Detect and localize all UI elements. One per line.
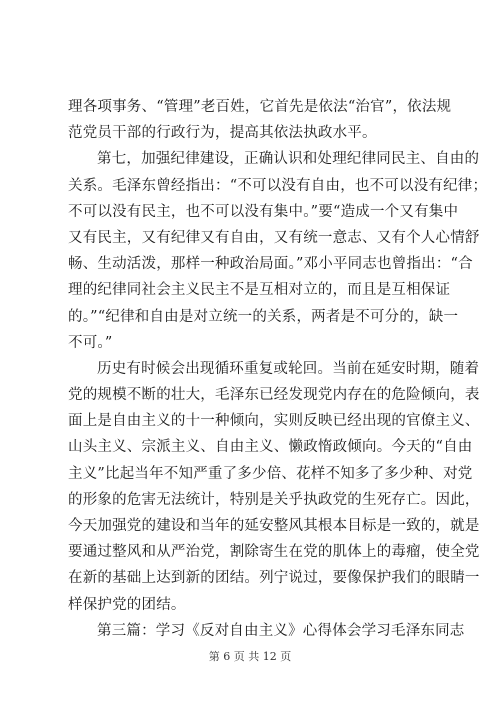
text-line: 又有民主，又有纪律又有自由，又有统一意志、又有个人心情舒	[68, 229, 480, 246]
text-line: 范党员干部的行政行为，提高其依法执政水平。	[68, 125, 377, 142]
text-line: 理各项事务、“管理”老百姓，它首先是依法“治官”，依法规	[68, 99, 452, 115]
text-line: 的。”“纪律和自由是对立统一的关系，两者是不可分的，缺一	[68, 308, 459, 325]
text-line: 在新的基础上达到新的团结。列宁说过，要像保护我们的眼睛一	[68, 570, 480, 587]
text-line: 第三篇：学习《反对自由主义》心得体会学习毛泽东同志	[97, 622, 465, 639]
text-line: 山头主义、宗派主义、自由主义、懒政惰政倾向。今天的“自由	[68, 439, 473, 456]
text-line: 面上是自由主义的十一种倾向，实则反映已经出现的官僚主义、	[68, 413, 480, 430]
text-line: 第七，加强纪律建设，正确认识和处理纪律同民主、自由的	[97, 151, 480, 168]
text-line: 党的规模不断的壮大，毛泽东已经发现党内存在的危险倾向，表	[68, 387, 480, 404]
text-line: 理的纪律同社会主义民主不是互相对立的，而且是互相保证	[68, 282, 451, 299]
text-line: 样保护党的团结。	[68, 596, 186, 613]
text-line: 不可。”	[68, 334, 113, 351]
document-body	[68, 94, 488, 644]
text-line: 关系。毛泽东曾经指出：“不可以没有自由，也不可以没有纪律；	[68, 177, 488, 194]
text-line: 主义”比起当年不知严重了多少倍、花样不知多了多少种、对党	[68, 465, 473, 482]
text-line: 历史有时候会出现循环重复或轮回。当前在延安时期，随着	[97, 360, 480, 377]
text-line: 畅、生动活泼，那样一种政治局面。”邓小平同志也曾指出：“合	[68, 256, 473, 273]
page-footer: 第 6 页 共 12 页	[208, 650, 292, 663]
text-line: 要通过整风和从严治党，割除寄生在党的肌体上的毒瘤，使全党	[68, 544, 480, 561]
text-line: 的形象的危害无法统计，特别是关乎执政党的生死存亡。因此，	[68, 491, 480, 508]
text-line: 今天加强党的建设和当年的延安整风其根本目标是一致的，就是	[68, 518, 480, 534]
text-line: 不可以没有民主，也不可以没有集中。”要“造成一个又有集中	[68, 203, 459, 220]
